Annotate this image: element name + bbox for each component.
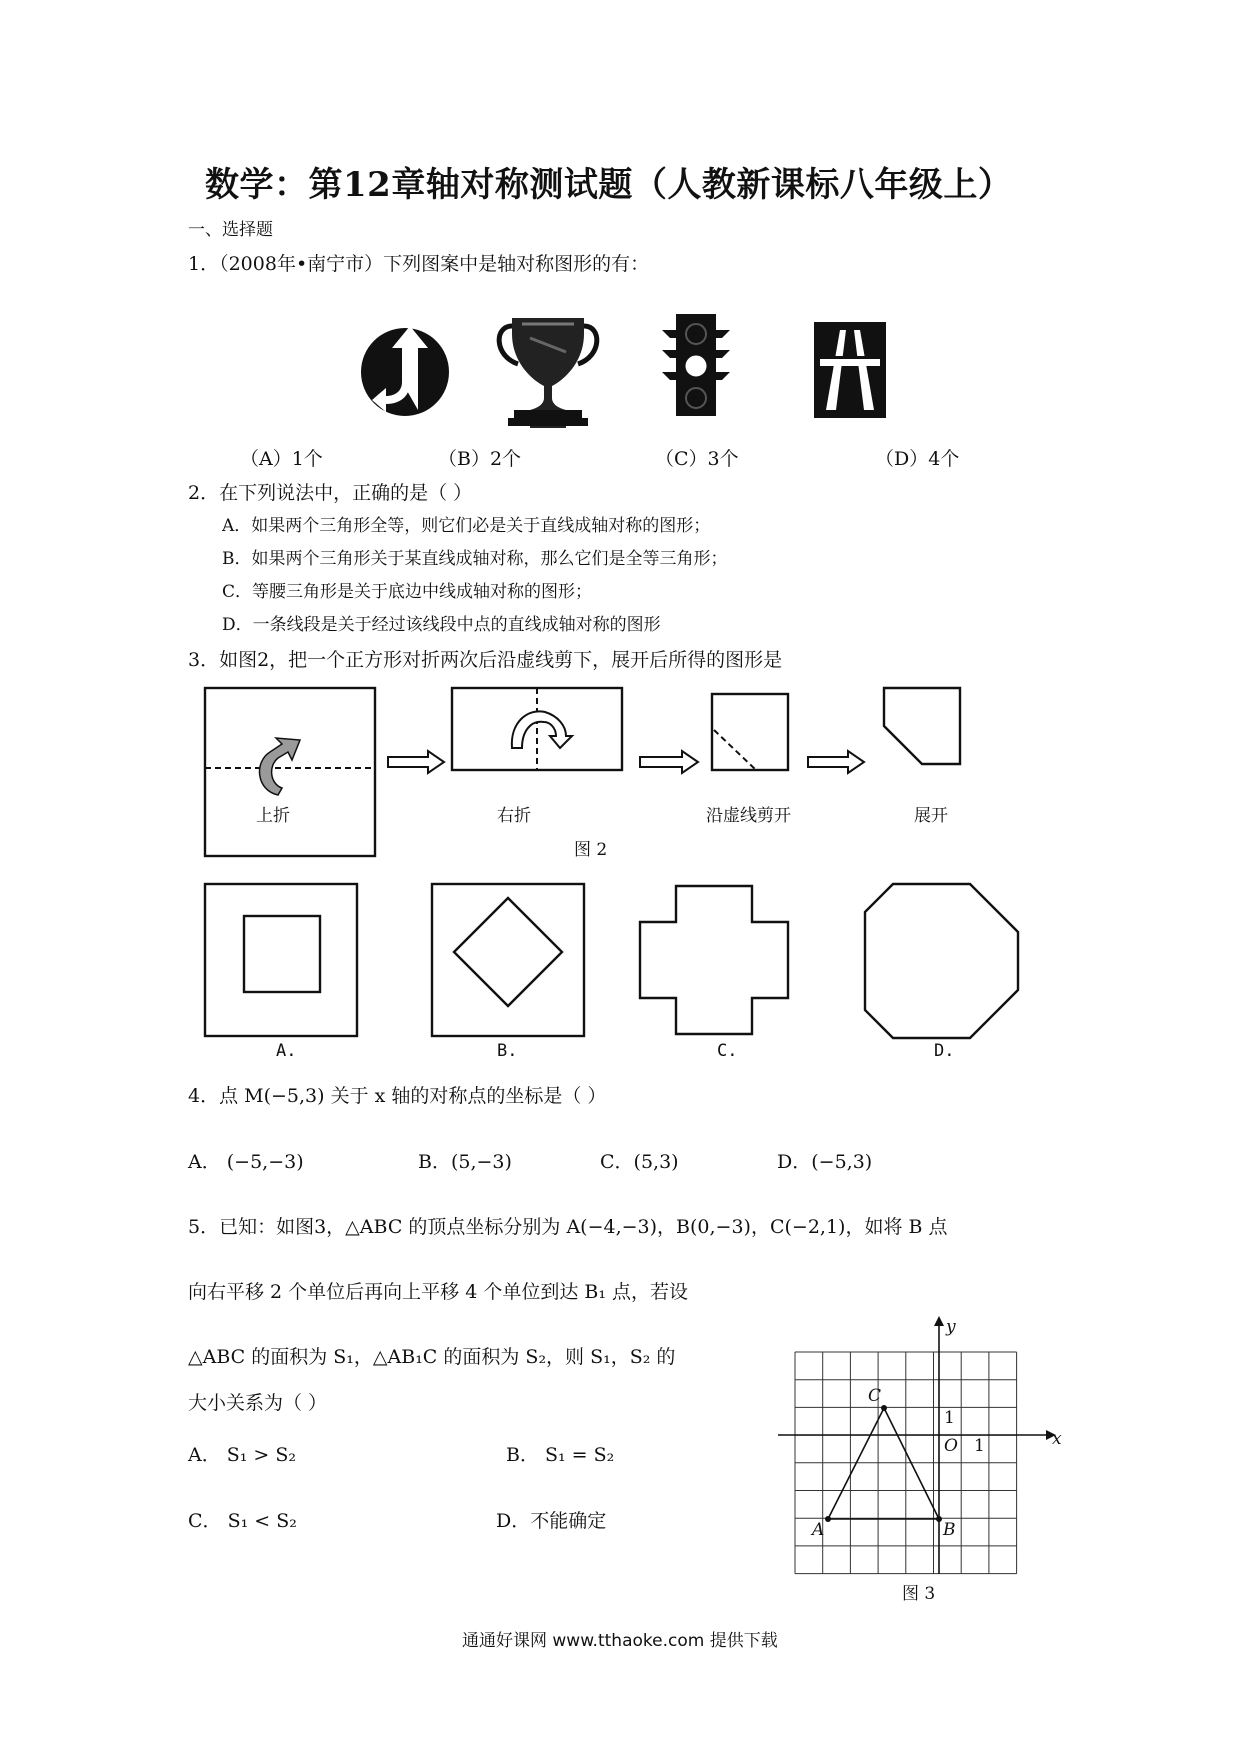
x-axis-label: x <box>1052 1429 1062 1449</box>
q4-option-d[interactable]: D．(−5,3) <box>777 1151 873 1173</box>
q3-option-b[interactable]: B. <box>497 1041 518 1061</box>
q2-stem: 2．在下列说法中，正确的是（ ） <box>188 482 473 504</box>
y-tick-1: 1 <box>944 1408 955 1428</box>
q5-option-c[interactable]: C． S₁ < S₂ <box>188 1510 297 1532</box>
q5-line-1: 5．已知：如图3，△ABC 的顶点坐标分别为 A(−4,−3)，B(0,−3)，C(−2,1)，如将 B 点 <box>188 1216 948 1238</box>
figure-2-caption: 图 2 <box>574 840 608 860</box>
point-c-label: C <box>868 1386 882 1406</box>
point-c <box>881 1405 887 1411</box>
origin-label: O <box>944 1436 958 1456</box>
q2-option-a[interactable]: A．如果两个三角形全等，则它们必是关于直线成轴对称的图形； <box>222 516 711 536</box>
page-title: 数学：第12章轴对称测试题（人教新课标八年级上） <box>205 165 1013 205</box>
q1-option-d[interactable]: （D）4个 <box>875 448 960 470</box>
point-a-label: A <box>812 1520 825 1540</box>
figure-3-caption: 图 3 <box>902 1584 936 1604</box>
point-a <box>825 1516 831 1522</box>
q4-stem: 4．点 M(−5,3) 关于 x 轴的对称点的坐标是（ ） <box>188 1085 607 1107</box>
step-cut-label: 沿虚线剪开 <box>706 806 791 826</box>
footer-text: 通通好课网 www.tthaoke.com 提供下载 <box>462 1631 778 1651</box>
y-axis-label: y <box>946 1317 956 1337</box>
section-heading: 一、选择题 <box>188 220 273 240</box>
step-fold-right-label: 右折 <box>497 806 531 826</box>
step-fold-up-label: 上折 <box>256 806 290 826</box>
q1-option-b[interactable]: （B）2个 <box>438 448 522 470</box>
x-tick-1: 1 <box>974 1436 985 1456</box>
q4-option-a[interactable]: A． (−5,−3) <box>188 1151 304 1173</box>
q2-option-c[interactable]: C．等腰三角形是关于底边中线成轴对称的图形； <box>222 582 593 602</box>
q5-option-a[interactable]: A． S₁ > S₂ <box>188 1444 297 1466</box>
q5-option-b[interactable]: B． S₁ = S₂ <box>506 1444 615 1466</box>
q3-option-c[interactable]: C. <box>717 1041 738 1061</box>
q1-option-c[interactable]: （C）3个 <box>655 448 739 470</box>
q2-option-b[interactable]: B．如果两个三角形关于某直线成轴对称，那么它们是全等三角形； <box>222 549 728 569</box>
triangle-abc <box>828 1408 939 1519</box>
q5-line-4: 大小关系为（ ） <box>188 1392 328 1414</box>
point-b <box>936 1516 942 1522</box>
q4-option-b[interactable]: B．(5,−3) <box>418 1151 512 1173</box>
q4-option-c[interactable]: C．(5,3) <box>600 1151 679 1173</box>
q5-line-2: 向右平移 2 个单位后再向上平移 4 个单位到达 B₁ 点，若设 <box>188 1281 688 1303</box>
q5-line-3: △ABC 的面积为 S₁，△AB₁C 的面积为 S₂，则 S₁，S₂ 的 <box>188 1346 676 1368</box>
point-b-label: B <box>943 1520 956 1540</box>
step-unfold-label: 展开 <box>914 806 948 826</box>
q5-option-d[interactable]: D．不能确定 <box>496 1510 607 1532</box>
q3-stem: 3．如图2，把一个正方形对折两次后沿虚线剪下，展开后所得的图形是 <box>188 649 783 671</box>
y-axis-arrow-icon <box>934 1316 944 1326</box>
q1-stem: 1．（2008年•南宁市）下列图案中是轴对称图形的有： <box>188 253 650 275</box>
q3-option-a[interactable]: A. <box>276 1041 297 1061</box>
q2-option-d[interactable]: D．一条线段是关于经过该线段中点的直线成轴对称的图形 <box>222 615 661 635</box>
q3-option-d[interactable]: D. <box>934 1041 955 1061</box>
q1-option-a[interactable]: （A）1个 <box>240 448 323 470</box>
